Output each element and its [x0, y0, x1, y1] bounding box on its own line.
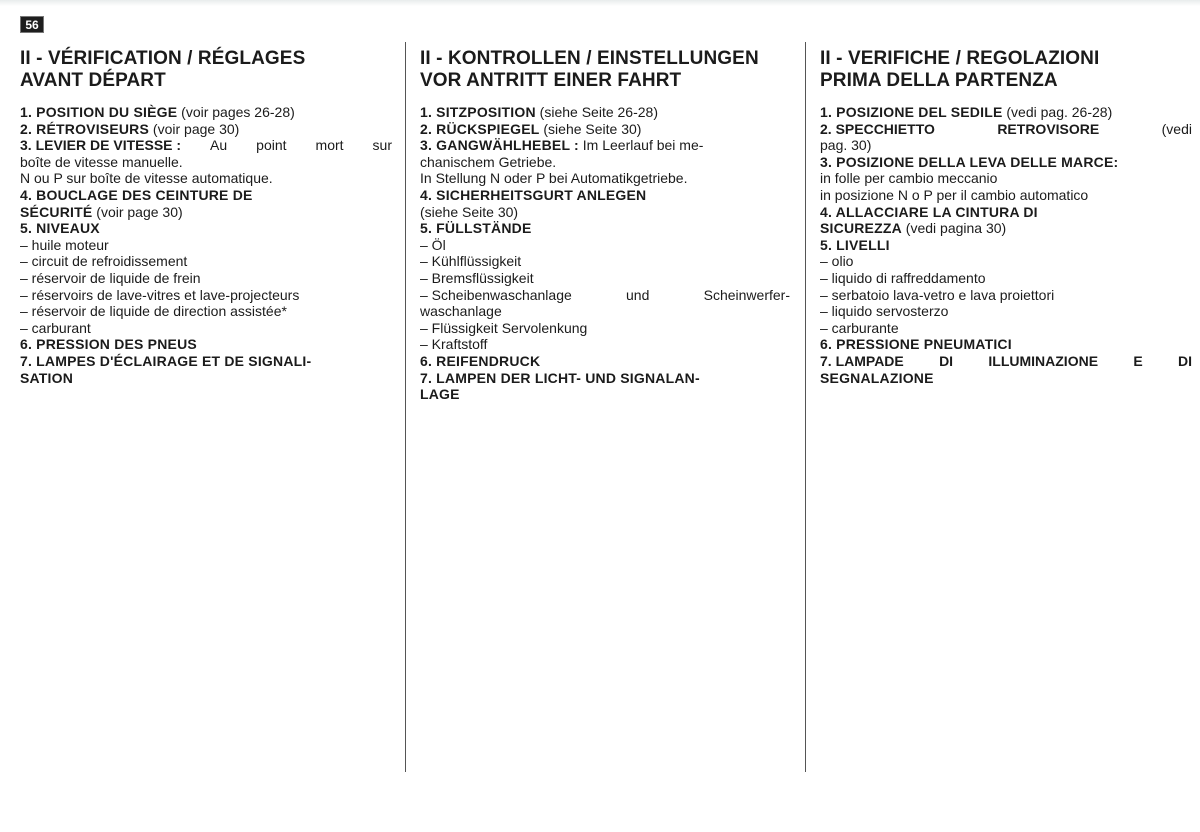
page-number: 56	[20, 16, 44, 33]
item-mirrors: 2. SPECCHIETTO RETROVISORE (vedi	[820, 120, 1192, 137]
text-line: In Stellung N oder P bei Automatikgetriebe.	[420, 170, 688, 187]
list-item: – réservoirs de lave-vitres et lave-projecteurs	[20, 286, 300, 303]
item-seat-position: 1. POSITION DU SIÈGE (voir pages 26-28)	[20, 104, 295, 120]
list-item: – carburant	[20, 319, 91, 336]
page-top-edge	[0, 0, 1200, 6]
list-item: – réservoir de liquide de direction assistée*	[20, 303, 287, 320]
text-line: pag. 30)	[820, 137, 872, 154]
item-mirrors: 2. RÉTROVISEURS (voir page 30)	[20, 120, 240, 137]
checklist-french	[20, 104, 392, 386]
text-line: in posizione N o P per il cambio automatico	[820, 186, 1089, 203]
list-item: – Scheibenwaschanlage und Scheinwerfer-	[420, 286, 790, 303]
item-lamps: 7. LAMPADE DI ILLUMINAZIONE E DI	[820, 352, 1192, 369]
section-title-german	[420, 48, 790, 92]
section-title-french	[20, 48, 392, 92]
title-line: II - VÉRIFICATION / RÉGLAGES	[20, 48, 306, 69]
item-mirrors: 2. RÜCKSPIEGEL (siehe Seite 30)	[420, 120, 642, 137]
list-item: – carburante	[820, 319, 899, 336]
item-seat-belt: 4. SICHERHEITSGURT ANLEGEN	[420, 186, 647, 203]
list-item-cont: waschanlage	[420, 303, 502, 320]
checklist-german	[420, 104, 790, 403]
item-seat-belt: 4. ALLACCIARE LA CINTURA DI	[820, 203, 1038, 220]
checklist-italian	[820, 104, 1192, 386]
column-german	[420, 48, 790, 403]
item-tyre-pressure: 6. PRESSIONE PNEUMATICI	[820, 336, 1012, 353]
text-line: chanischem Getriebe.	[420, 153, 557, 170]
list-item: – huile moteur	[20, 236, 109, 253]
list-item: – olio	[820, 253, 854, 270]
list-item: – Bremsflüssigkeit	[420, 269, 534, 286]
text-line: in folle per cambio meccanio	[820, 170, 998, 187]
list-item: – Kühlflüssigkeit	[420, 253, 522, 270]
column-divider	[805, 42, 806, 772]
item-seat-belt-cont: SICUREZZA (vedi pagina 30)	[820, 220, 1007, 237]
item-levels: 5. LIVELLI	[820, 236, 890, 253]
item-seat-belt: 4. BOUCLAGE DES CEINTURE DE	[20, 186, 253, 203]
item-tyre-pressure: 6. REIFENDRUCK	[420, 352, 541, 369]
item-lamps: 7. LAMPEN DER LICHT- UND SIGNALAN-	[420, 369, 700, 386]
list-item: – Flüssigkeit Servolenkung	[420, 319, 588, 336]
section-title-italian	[820, 48, 1192, 92]
text-line: boîte de vitesse manuelle.	[20, 153, 183, 170]
item-levels: 5. NIVEAUX	[20, 220, 100, 237]
list-item: – liquido di raffreddamento	[820, 269, 986, 286]
title-line: VOR ANTRITT EINER FAHRT	[420, 70, 682, 91]
list-item: – Öl	[420, 236, 446, 253]
item-lamps-cont: SEGNALAZIONE	[820, 369, 934, 386]
column-italian	[820, 48, 1192, 386]
item-tyre-pressure: 6. PRESSION DES PNEUS	[20, 336, 197, 353]
item-gear-lever: 3. POSIZIONE DELLA LEVA DELLE MARCE:	[820, 153, 1119, 170]
list-item: – réservoir de liquide de frein	[20, 269, 201, 286]
item-seat-position: 1. SITZPOSITION (siehe Seite 26-28)	[420, 104, 658, 120]
column-french	[20, 48, 392, 386]
item-gear-lever: 3. LEVIER DE VITESSE : Au point mort sur	[20, 137, 392, 154]
item-seat-position: 1. POSIZIONE DEL SEDILE (vedi pag. 26-28)	[820, 104, 1113, 120]
title-line: AVANT DÉPART	[20, 70, 166, 91]
list-item: – Kraftstoff	[420, 336, 488, 353]
column-divider	[405, 42, 406, 772]
title-line: PRIMA DELLA PARTENZA	[820, 70, 1058, 91]
title-line: II - VERIFICHE / REGOLAZIONI	[820, 48, 1100, 69]
list-item: – circuit de refroidissement	[20, 253, 188, 270]
item-lamps-cont: LAGE	[420, 386, 460, 403]
item-gear-lever: 3. GANGWÄHLHEBEL : Im Leerlauf bei me-	[420, 137, 704, 154]
list-item: – liquido servosterzo	[820, 303, 949, 320]
text-line: N ou P sur boîte de vitesse automatique.	[20, 170, 273, 187]
item-levels: 5. FÜLLSTÄNDE	[420, 220, 532, 237]
item-seat-belt-cont: SÉCURITÉ (voir page 30)	[20, 203, 183, 220]
text-line: (siehe Seite 30)	[420, 203, 519, 220]
item-lamps-cont: SATION	[20, 369, 74, 386]
item-lamps: 7. LAMPES D'ÉCLAIRAGE ET DE SIGNALI-	[20, 352, 312, 369]
list-item: – serbatoio lava-vetro e lava proiettori	[820, 286, 1055, 303]
title-line: II - KONTROLLEN / EINSTELLUNGEN	[420, 48, 759, 69]
